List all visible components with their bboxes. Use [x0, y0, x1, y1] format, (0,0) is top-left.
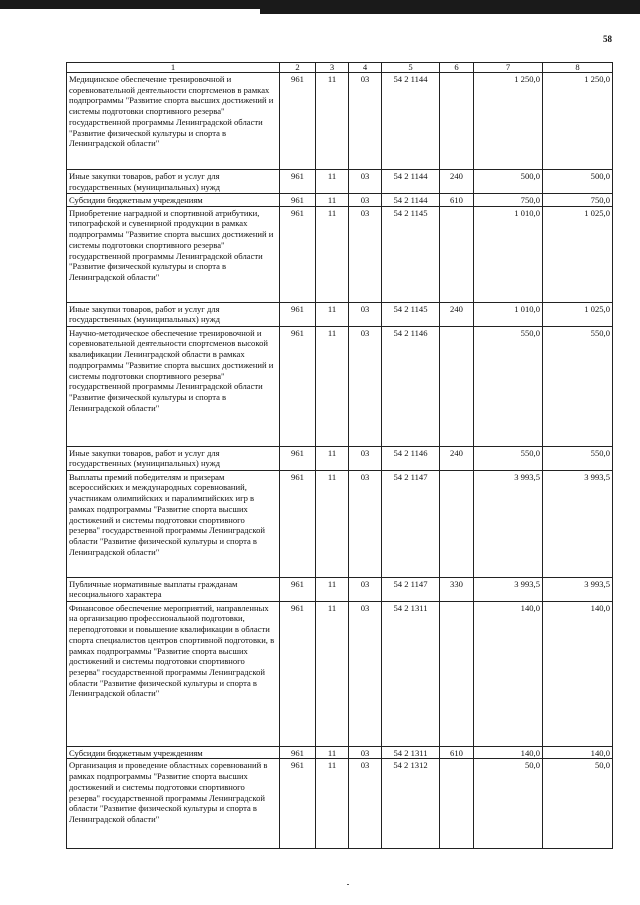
cell-amount-year-1: 750,0: [474, 194, 543, 207]
cell-section: 11: [316, 446, 349, 470]
cell-expense-type: [440, 206, 474, 302]
cell-ministry-code: 961: [280, 601, 316, 746]
cell-amount-year-1: 500,0: [474, 170, 543, 194]
cell-ministry-code: 961: [280, 746, 316, 759]
cell-section: 11: [316, 470, 349, 577]
column-header-7: 7: [474, 63, 543, 73]
cell-target-article: 54 2 1147: [382, 577, 440, 601]
row-name: Субсидии бюджетным учреждениям: [67, 746, 280, 759]
cell-amount-year-2: 3 993,5: [543, 577, 613, 601]
cell-amount-year-2: 3 993,5: [543, 470, 613, 577]
table-row: [67, 759, 613, 849]
cell-ministry-code: 961: [280, 759, 316, 849]
cell-amount-year-1: 1 250,0: [474, 73, 543, 170]
cell-ministry-code: 961: [280, 73, 316, 170]
row-name: Приобретение наградной и спортивной атрибутики, типографской и сувенирной продукции в рамках подпрограммы "Развитие спорта высших достижений и системы подготовки спортивного резерва" государственной программы Ленинградской области "Развитие физической культуры и спорта в Ленинградской области": [67, 206, 280, 302]
cell-target-article: 54 2 1146: [382, 326, 440, 446]
cell-target-article: 54 2 1147: [382, 470, 440, 577]
cell-subsection: 03: [349, 577, 382, 601]
row-name: Выплаты премий победителям и призерам всероссийских и международных соревнований, участникам олимпийских и паралимпийских игр в рамках подпрограммы "Развитие спорта высших достижений и системы подготовки спортивного резерва" государственной программы Ленинградской области "Развитие физической культуры и спорта в Ленинградской области": [67, 470, 280, 577]
cell-expense-type: [440, 73, 474, 170]
table-row: [67, 746, 613, 759]
cell-section: 11: [316, 326, 349, 446]
table-row: [67, 206, 613, 302]
cell-subsection: 03: [349, 446, 382, 470]
cell-amount-year-1: 140,0: [474, 746, 543, 759]
page-number: 58: [603, 34, 612, 44]
row-name: Иные закупки товаров, работ и услуг для государственных (муниципальных) нужд: [67, 446, 280, 470]
cell-section: 11: [316, 577, 349, 601]
column-header-3: 3: [316, 63, 349, 73]
table-row: [67, 446, 613, 470]
budget-table: [66, 62, 613, 849]
row-name: Публичные нормативные выплаты гражданам несоциального характера: [67, 577, 280, 601]
cell-amount-year-2: 550,0: [543, 326, 613, 446]
cell-target-article: 54 2 1144: [382, 170, 440, 194]
table-row: [67, 470, 613, 577]
cell-amount-year-2: 1 250,0: [543, 73, 613, 170]
column-header-1: 1: [67, 63, 280, 73]
column-header-2: 2: [280, 63, 316, 73]
cell-subsection: 03: [349, 73, 382, 170]
column-header-6: 6: [440, 63, 474, 73]
table-header-row: [67, 63, 613, 73]
cell-expense-type: [440, 326, 474, 446]
cell-amount-year-2: 140,0: [543, 601, 613, 746]
cell-subsection: 03: [349, 759, 382, 849]
cell-expense-type: 610: [440, 194, 474, 207]
cell-subsection: 03: [349, 601, 382, 746]
cell-amount-year-1: 3 993,5: [474, 577, 543, 601]
cell-amount-year-1: 1 010,0: [474, 302, 543, 326]
cell-ministry-code: 961: [280, 194, 316, 207]
row-name: Иные закупки товаров, работ и услуг для государственных (муниципальных) нужд: [67, 170, 280, 194]
cell-target-article: 54 2 1144: [382, 73, 440, 170]
cell-section: 11: [316, 759, 349, 849]
cell-amount-year-2: 750,0: [543, 194, 613, 207]
cell-amount-year-1: 3 993,5: [474, 470, 543, 577]
cell-target-article: 54 2 1311: [382, 601, 440, 746]
cell-expense-type: 240: [440, 170, 474, 194]
table-row: [67, 194, 613, 207]
row-name: Медицинское обеспечение тренировочной и соревновательной деятельности спортсменов в рамках подпрограммы "Развитие спорта высших достижений и системы подготовки спортивного резерва" государственной программы Ленинградской области "Развитие физической культуры и спорта в Ленинградской области": [67, 73, 280, 170]
row-name: Субсидии бюджетным учреждениям: [67, 194, 280, 207]
cell-ministry-code: 961: [280, 170, 316, 194]
cell-ministry-code: 961: [280, 326, 316, 446]
cell-amount-year-1: 550,0: [474, 326, 543, 446]
cell-expense-type: [440, 470, 474, 577]
cell-subsection: 03: [349, 206, 382, 302]
cell-ministry-code: 961: [280, 302, 316, 326]
cell-subsection: 03: [349, 302, 382, 326]
cell-ministry-code: 961: [280, 446, 316, 470]
cell-ministry-code: 961: [280, 206, 316, 302]
row-name: Научно-методическое обеспечение тренировочной и соревновательной деятельности спортсменов высокой квалификации Ленинградской области в рамках подпрограммы "Развитие спорта высших достижений и системы подготовки спортивного резерва" государственной программы Ленинградской области "Развитие физической культуры и спорта в Ленинградской области": [67, 326, 280, 446]
table-row: [67, 577, 613, 601]
cell-section: 11: [316, 302, 349, 326]
cell-amount-year-1: 550,0: [474, 446, 543, 470]
table-row: [67, 601, 613, 746]
cell-ministry-code: 961: [280, 577, 316, 601]
cell-expense-type: [440, 759, 474, 849]
row-name: Организация и проведение областных соревнований в рамках подпрограммы "Развитие спорта высших достижений и системы подготовки спортивного резерва" государственной программы Ленинградской области "Развитие физической культуры и спорта в Ленинградской области": [67, 759, 280, 849]
cell-section: 11: [316, 746, 349, 759]
column-header-8: 8: [543, 63, 613, 73]
cell-target-article: 54 2 1145: [382, 206, 440, 302]
cell-section: 11: [316, 194, 349, 207]
cell-subsection: 03: [349, 170, 382, 194]
cell-subsection: 03: [349, 326, 382, 446]
cell-amount-year-2: 1 025,0: [543, 302, 613, 326]
cell-section: 11: [316, 170, 349, 194]
cell-section: 11: [316, 601, 349, 746]
cell-ministry-code: 961: [280, 470, 316, 577]
table-row: [67, 326, 613, 446]
column-header-5: 5: [382, 63, 440, 73]
cell-subsection: 03: [349, 746, 382, 759]
cell-section: 11: [316, 206, 349, 302]
scan-speck: [347, 884, 349, 885]
cell-amount-year-2: 500,0: [543, 170, 613, 194]
cell-target-article: 54 2 1146: [382, 446, 440, 470]
column-header-4: 4: [349, 63, 382, 73]
cell-section: 11: [316, 73, 349, 170]
cell-expense-type: 330: [440, 577, 474, 601]
cell-amount-year-1: 1 010,0: [474, 206, 543, 302]
cell-amount-year-1: 50,0: [474, 759, 543, 849]
cell-amount-year-2: 550,0: [543, 446, 613, 470]
row-name: Финансовое обеспечение мероприятий, направленных на организацию профессиональной подготовки, переподготовки и повышение квалификации в области спорта специалистов центров спортивной подготовки, в рамках подпрограммы "Развитие спорта высших достижений и системы подготовки спортивного резерва" государственной программы Ленинградской области "Развитие физической культуры и спорта в Ленинградской области": [67, 601, 280, 746]
table-row: [67, 302, 613, 326]
table-row: [67, 170, 613, 194]
cell-target-article: 54 2 1145: [382, 302, 440, 326]
table-row: [67, 73, 613, 170]
row-name: Иные закупки товаров, работ и услуг для государственных (муниципальных) нужд: [67, 302, 280, 326]
cell-expense-type: [440, 601, 474, 746]
cell-expense-type: 610: [440, 746, 474, 759]
cell-amount-year-2: 140,0: [543, 746, 613, 759]
cell-amount-year-2: 1 025,0: [543, 206, 613, 302]
cell-expense-type: 240: [440, 302, 474, 326]
cell-subsection: 03: [349, 470, 382, 577]
cell-amount-year-2: 50,0: [543, 759, 613, 849]
cell-amount-year-1: 140,0: [474, 601, 543, 746]
scan-edge-bar: [0, 0, 640, 9]
cell-target-article: 54 2 1311: [382, 746, 440, 759]
cell-target-article: 54 2 1144: [382, 194, 440, 207]
cell-expense-type: 240: [440, 446, 474, 470]
cell-target-article: 54 2 1312: [382, 759, 440, 849]
cell-subsection: 03: [349, 194, 382, 207]
